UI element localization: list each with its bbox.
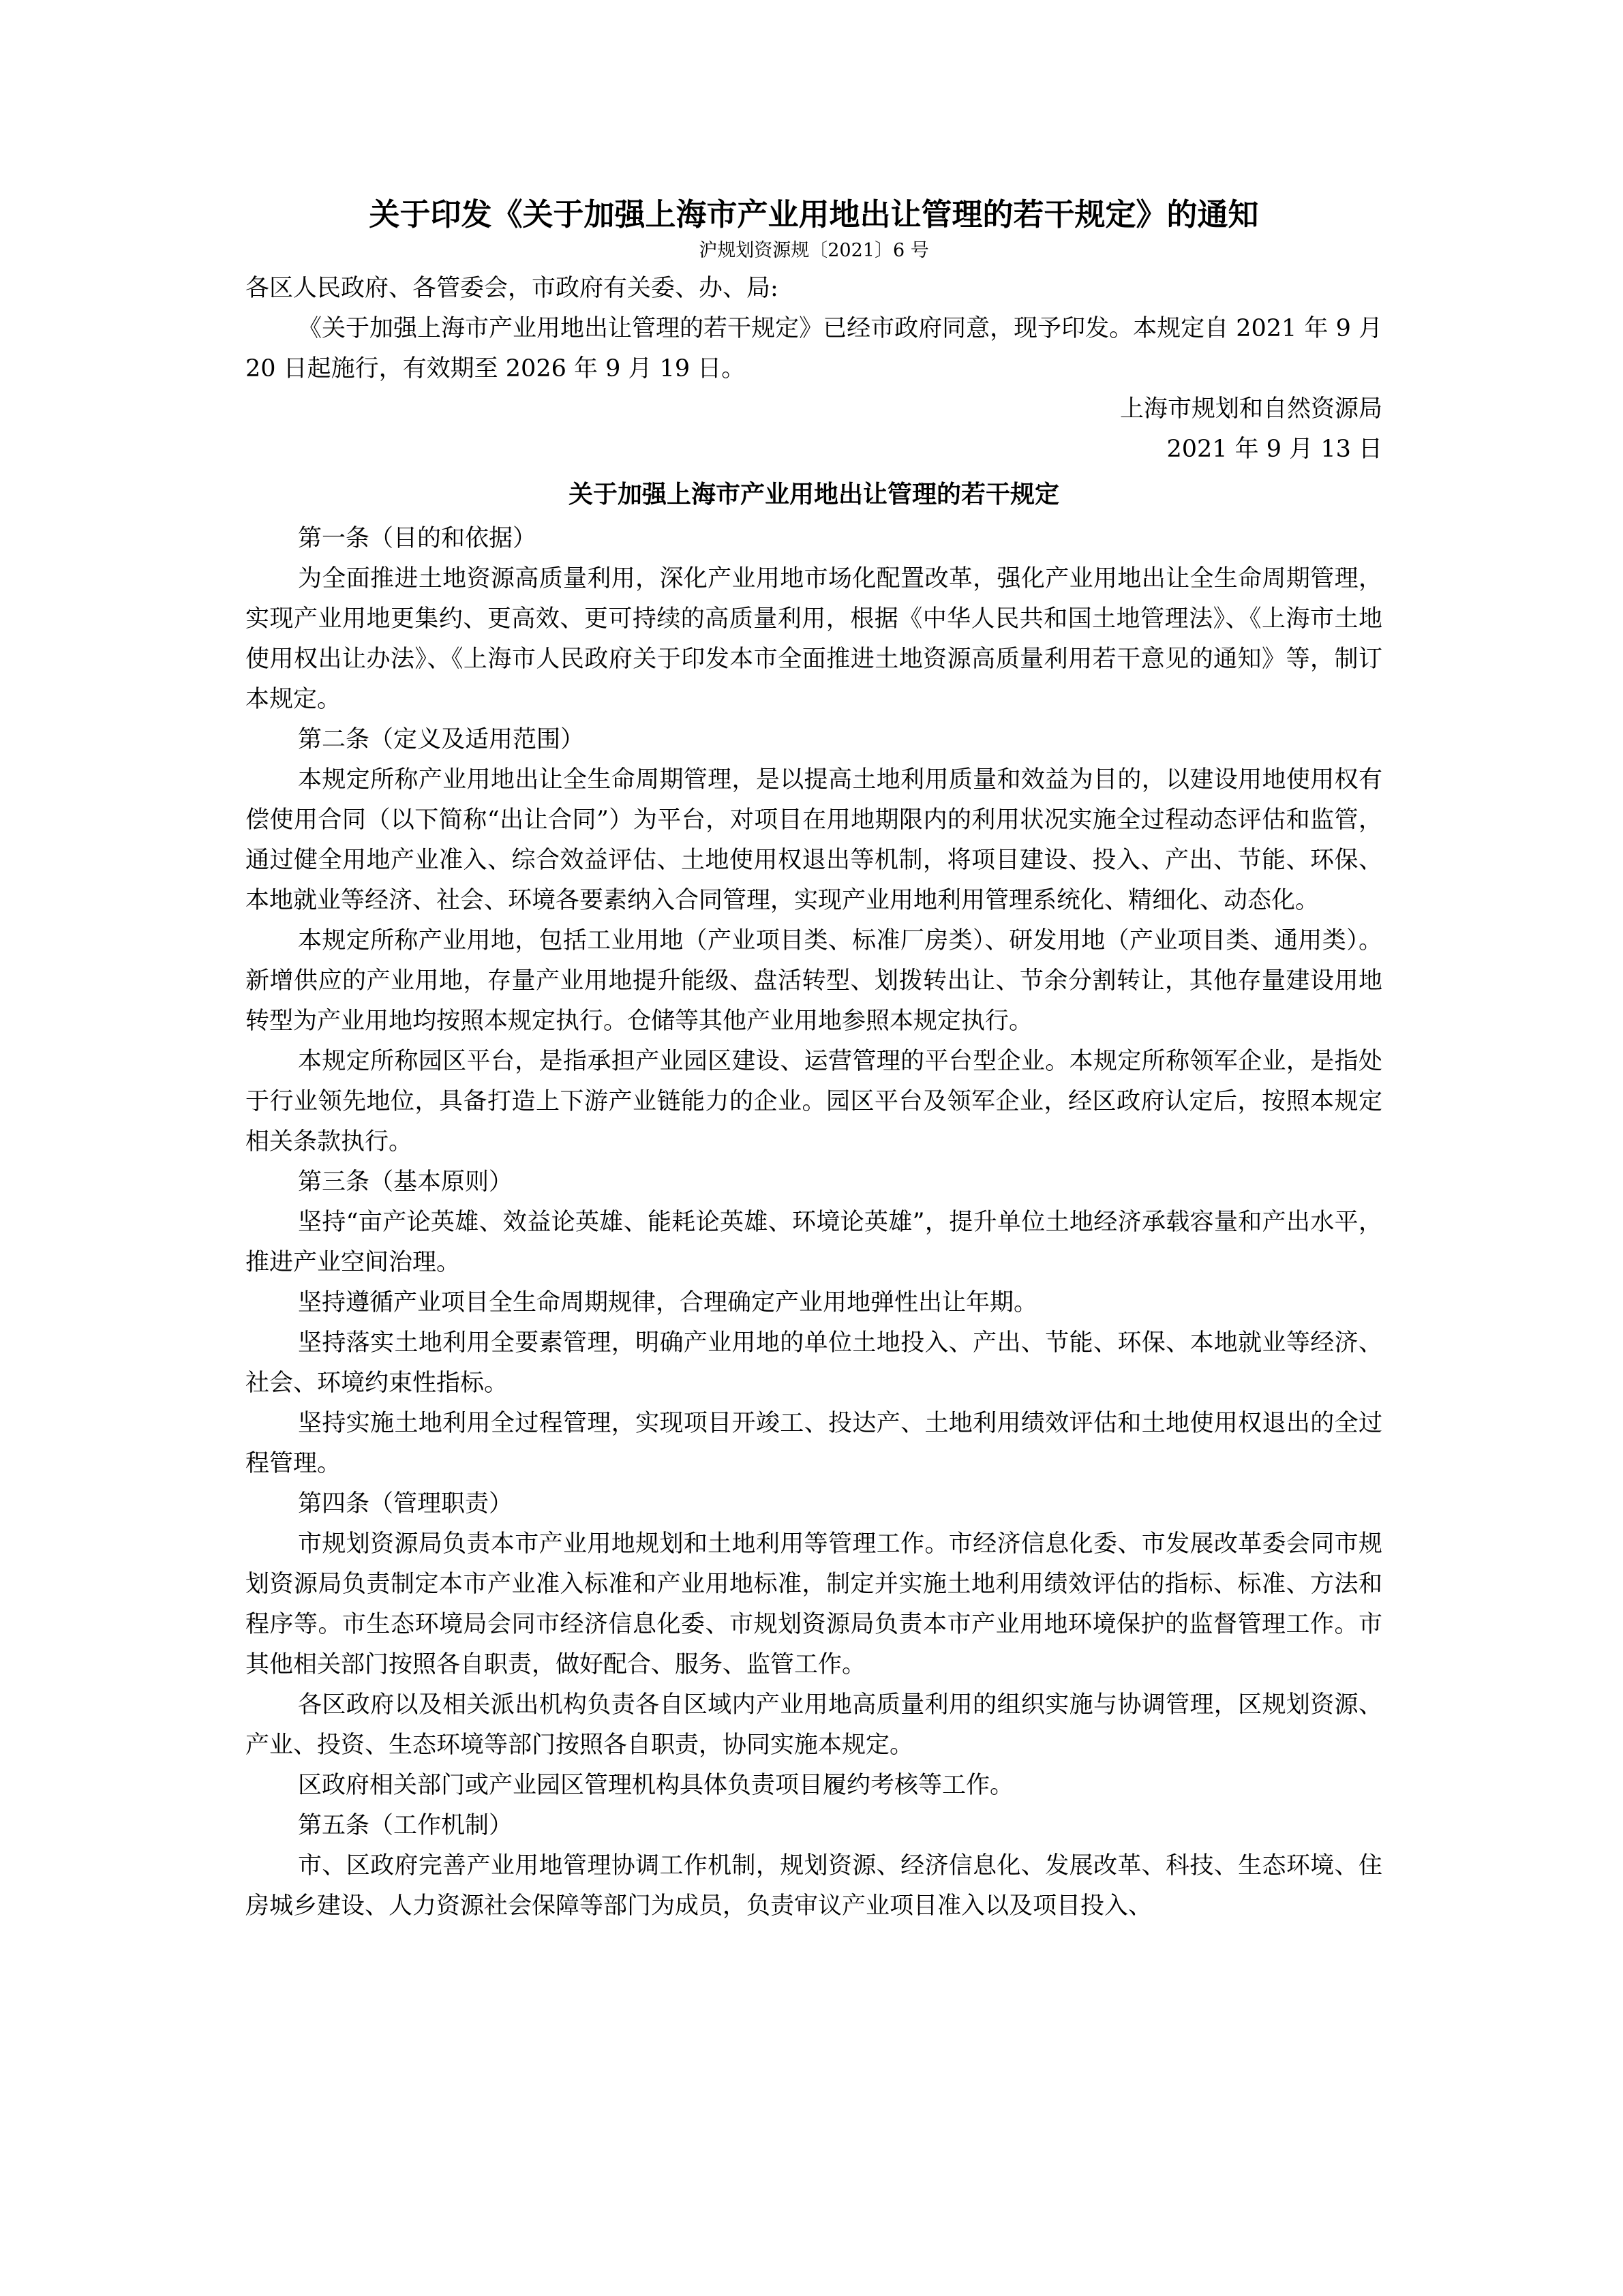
issue-date: 2021 年 9 月 13 日	[1166, 436, 1382, 463]
article-heading: 第一条（目的和依据）	[298, 525, 537, 552]
article-paragraph: 坚持“亩产论英雄、效益论英雄、能耗论英雄、环境论英雄”，提升单位土地经济承载容量和产出水平，推进产业空间治理。	[245, 1209, 1382, 1276]
article-paragraph: 本规定所称产业用地出让全生命周期管理，是以提高土地利用质量和效益为目的，以建设用地使用权有偿使用合同（以下简称“出让合同”）为平台，对项目在用地期限内的利用状况实施全过程动态评估和监管，通过健全用地产业准入、综合效益评估、土地使用权退出等机制，将项目建设、投入、产出、节能、环保、本地就业等经济、社会、环境各要素纳入合同管理，实现产业用地利用管理系统化、精细化、动态化。	[245, 766, 1382, 914]
issuer: 上海市规划和自然资源局	[1119, 395, 1382, 423]
article-paragraph: 坚持落实土地利用全要素管理，明确产业用地的单位土地投入、产出、节能、环保、本地就业等经济、社会、环境约束性指标。	[245, 1329, 1382, 1397]
article-paragraph: 本规定所称产业用地，包括工业用地（产业项目类、标准厂房类）、研发用地（产业项目类、通用类）。新增供应的产业用地，存量产业用地提升能级、盘活转型、划拨转出让、节余分割转让，其他存量建设用地转型为产业用地均按照本规定执行。仓储等其他产业用地参照本规定执行。	[245, 927, 1382, 1035]
article-paragraph: 为全面推进土地资源高质量利用，深化产业用地市场化配置改革，强化产业用地出让全生命周期管理，实现产业用地更集约、更高效、更可持续的高质量利用，根据《中华人民共和国土地管理法》、《上海市土地使用权出让办法》、《上海市人民政府关于印发本市全面推进土地资源高质量利用若干意见的通知》等，制订本规定。	[245, 565, 1382, 713]
notice-title: 关于印发《关于加强上海市产业用地出让管理的若干规定》的通知	[369, 196, 1259, 232]
article-paragraph: 区政府相关部门或产业园区管理机构具体负责项目履约考核等工作。	[298, 1772, 1014, 1799]
article-paragraph: 坚持遵循产业项目全生命周期规律，合理确定产业用地弹性出让年期。	[298, 1289, 1038, 1316]
document-number: 沪规划资源规〔2021〕6 号	[699, 240, 929, 261]
article-paragraph: 市规划资源局负责本市产业用地规划和土地利用等管理工作。市经济信息化委、市发展改革委会同市规划资源局负责制定本市产业准入标准和产业用地标准，制定并实施土地利用绩效评估的指标、标准、方法和程序等。市生态环境局会同市经济信息化委、市规划资源局负责本市产业用地环境保护的监督管理工作。市其他相关部门按照各自职责，做好配合、服务、监管工作。	[245, 1530, 1382, 1678]
regulation-title: 关于加强上海市产业用地出让管理的若干规定	[568, 480, 1059, 509]
article-heading: 第四条（管理职责）	[298, 1490, 513, 1517]
article-paragraph: 坚持实施土地利用全过程管理，实现项目开竣工、投达产、土地利用绩效评估和土地使用权退出的全过程管理。	[245, 1410, 1382, 1477]
document-content	[245, 192, 1382, 1927]
article-heading: 第二条（定义及适用范围）	[298, 726, 585, 753]
article-heading: 第五条（工作机制）	[298, 1812, 513, 1839]
article-paragraph: 本规定所称园区平台，是指承担产业园区建设、运营管理的平台型企业。本规定所称领军企业，是指处于行业领先地位，具备打造上下游产业链能力的企业。园区平台及领军企业，经区政府认定后，按照本规定相关条款执行。	[245, 1048, 1382, 1155]
article-paragraph: 市、区政府完善产业用地管理协调工作机制，规划资源、经济信息化、发展改革、科技、生态环境、住房城乡建设、人力资源社会保障等部门为成员，负责审议产业项目准入以及项目投入、	[245, 1852, 1382, 1920]
article-heading: 第三条（基本原则）	[298, 1168, 513, 1196]
salutation: 各区人民政府、各管委会，市政府有关委、办、局:	[245, 275, 778, 302]
article-paragraph: 各区政府以及相关派出机构负责各自区域内产业用地高质量利用的组织实施与协调管理，区规划资源、产业、投资、生态环境等部门按照各自职责，协同实施本规定。	[245, 1691, 1382, 1759]
notice-body: 《关于加强上海市产业用地出让管理的若干规定》已经市政府同意，现予印发。本规定自 2021 年 9 月 20 日起施行，有效期至 2026 年 9 月 19 日。	[245, 315, 1382, 382]
